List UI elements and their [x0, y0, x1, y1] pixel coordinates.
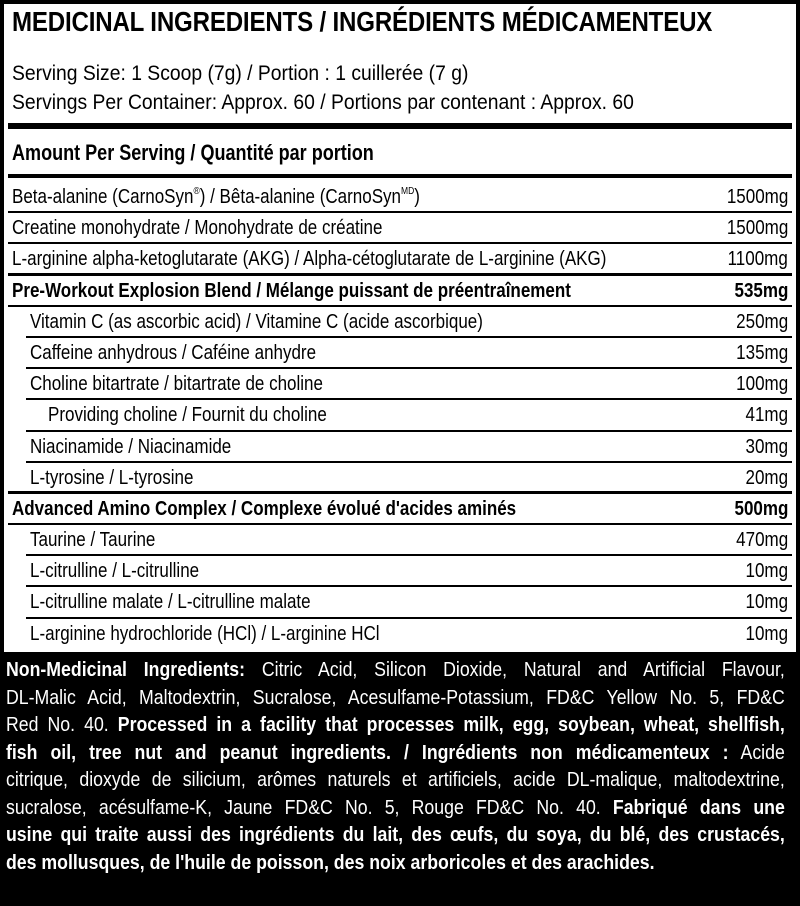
ingredient-name: Creatine monohydrate / Monohydrate de créatine [12, 217, 383, 240]
ingredients-table [8, 182, 792, 650]
table-row [26, 369, 792, 400]
ingredient-amount: 20mg [745, 466, 788, 489]
text-line: sucralose, acésulfame-K, Jaune FD&C No. 5, Rouge FD&C No. 40. Fabriqué dans une [6, 796, 785, 819]
table-row [26, 556, 792, 587]
table-row [26, 525, 792, 556]
table-row [26, 587, 792, 618]
text-line: Non-Medicinal Ingredients: Citric Acid, Silicon Dioxide, Natural and Artificial Flavour, [6, 659, 785, 681]
blend-amount: 535mg [734, 279, 788, 302]
table-row [8, 463, 792, 494]
ingredient-name: L-citrulline / L-citrulline [30, 560, 200, 583]
table-row [8, 182, 792, 213]
ingredient-name: L-arginine hydrochloride (HCl) / L-arginine HCl [30, 622, 380, 645]
ingredient-amount: 135mg [736, 341, 788, 364]
blend-amount: 500mg [734, 497, 788, 520]
ingredient-amount: 1500mg [726, 217, 788, 240]
ingredient-amount: 250mg [736, 310, 788, 333]
table-row [26, 432, 792, 463]
table-row [8, 213, 792, 244]
ingredient-name: Choline bitartrate / bitartrate de choline [30, 373, 323, 396]
ingredient-name: L-arginine alpha-ketoglutarate (AKG) / Alpha-cétoglutarate de L-arginine (AKG) [12, 248, 607, 271]
ingredient-name: Vitamin C (as ascorbic acid) / Vitamine C (acide ascorbique) [30, 310, 483, 333]
thick-divider [8, 123, 792, 129]
panel-title: MEDICINAL INGREDIENTS / INGRÉDIENTS MÉDICAMENTEUX [12, 6, 713, 37]
text-line: fish oil, tree nut and peanut ingredients. / Ingrédients non médicamenteux : Acide [6, 741, 785, 764]
supplement-facts-panel [4, 4, 796, 652]
ingredient-amount: 100mg [736, 373, 788, 396]
table-row [8, 276, 792, 307]
thick-divider [8, 174, 792, 178]
ingredient-name: Caffeine anhydrous / Caféine anhydre [30, 341, 317, 364]
ingredient-name: Niacinamide / Niacinamide [30, 435, 232, 458]
servings-per-container: Servings Per Container: Approx. 60 / Portions par contenant : Approx. 60 [12, 91, 634, 114]
table-row [8, 244, 792, 275]
serving-size: Serving Size: 1 Scoop (7g) / Portion : 1 cuillerée (7 g) [12, 62, 469, 85]
ingredient-name: L-tyrosine / L-tyrosine [30, 466, 194, 489]
ingredient-amount: 10mg [745, 560, 788, 583]
blend-name: Advanced Amino Complex / Complexe évolué d'acides aminés [12, 497, 517, 520]
table-row [26, 400, 792, 431]
text-line: citrique, dioxyde de silicium, arômes naturels et artificiels, acide DL-malique, maltodextrine, [6, 769, 785, 791]
ingredient-amount: 470mg [736, 529, 788, 552]
ingredient-amount: 1500mg [726, 186, 788, 208]
ingredient-amount: 10mg [745, 622, 788, 645]
blend-name: Pre-Workout Explosion Blend / Mélange puissant de préentraînement [12, 279, 571, 302]
ingredient-amount: 30mg [745, 435, 788, 458]
ingredient-name: Beta-alanine (CarnoSyn®) / Bêta-alanine (CarnoSyn$^{MD}$) [12, 186, 420, 208]
amount-per-serving-heading: Amount Per Serving / Quantité par portion [12, 140, 374, 165]
table-row [26, 338, 792, 369]
text-line: Red No. 40. Processed in a facility that processes milk, egg, soybean, wheat, shellfish, [6, 714, 785, 736]
ingredient-amount: 10mg [745, 591, 788, 614]
ingredient-name: Providing choline / Fournit du choline [48, 404, 327, 427]
ingredient-name: Taurine / Taurine [30, 529, 156, 552]
table-row [26, 307, 792, 338]
ingredient-amount: 41mg [745, 404, 788, 427]
non-medicinal-ingredients [6, 657, 785, 877]
text-line: DL-Malic Acid, Maltodextrin, Sucralose, Acesulfame-Potassium, FD&C Yellow No. 5, FD&C [6, 686, 785, 709]
ingredient-name: L-citrulline malate / L-citrulline malate [30, 591, 311, 614]
text-line: des mollusques, de l'huile de poisson, des noix arboricoles et des arachides. [6, 851, 655, 874]
table-row [8, 494, 792, 525]
table-row [26, 619, 792, 650]
text-line: usine qui traite aussi des ingrédients du lait, des œufs, du soya, du blé, des crustacés, [6, 824, 785, 846]
ingredient-amount: 1100mg [727, 248, 788, 271]
